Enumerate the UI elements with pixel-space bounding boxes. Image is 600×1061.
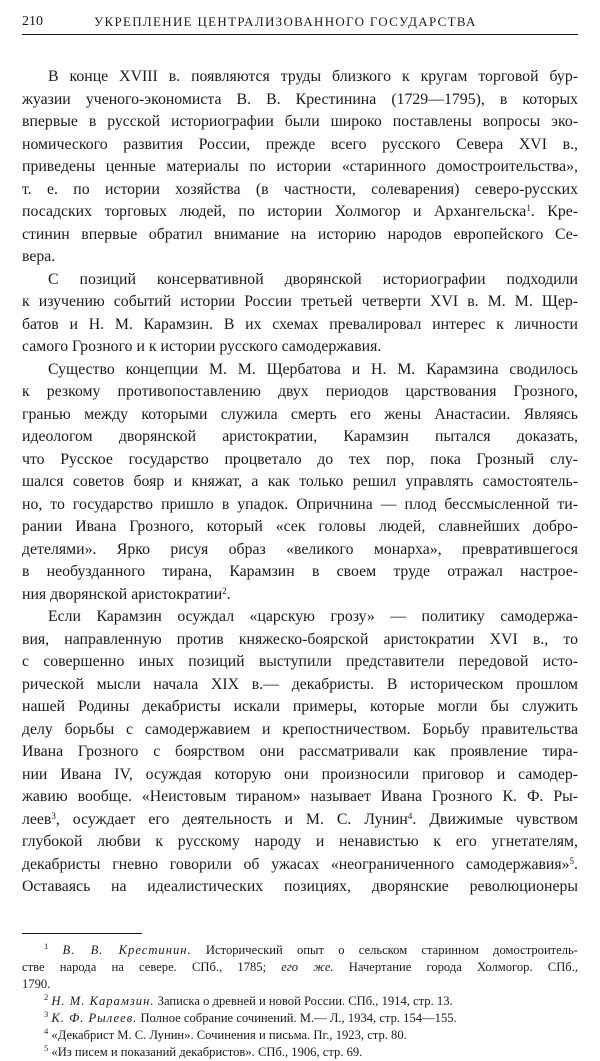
footnote-number: 5 <box>44 1042 49 1053</box>
text-line <box>22 201 578 224</box>
text-line: шался советов бояр и княжат, а как только решил управлять самостоятель- <box>22 473 578 490</box>
text-line: стинин впервые обратил внимание на историю народов европейского Се- <box>22 225 578 243</box>
paragraph-3 <box>22 359 578 607</box>
text-line: жуазии ученого-экономиста В. В. Крестинина (1729—1795), в которых <box>22 90 578 108</box>
text-line: рической мысли начала XIX в.— декабристы. В историческом прошлом <box>22 675 578 693</box>
text-line: глубокой любви к русскому народу и ненавистью к его угнетателям, <box>22 833 578 850</box>
text-line: к резкому противопоставлению двух периодов царствования Грозного, <box>22 383 578 400</box>
footnote-line <box>22 959 578 976</box>
footnote-text: Полное собрание сочинений. М.— Л., 1934, стр. 154—155. <box>137 1010 457 1025</box>
paragraph-2 <box>22 269 578 359</box>
text-line: впервые в русской историографии были широко поставлены вопросы эко- <box>22 113 578 130</box>
text-line: Существо концепции М. М. Щербатова и Н. М. Карамзина сводилось <box>48 360 578 378</box>
footnote-line <box>22 942 578 959</box>
text-line <box>22 809 578 832</box>
text-line: но, то государство пришло в упадок. Опричнина — плод бессмысленной ти- <box>22 495 578 513</box>
text-line: делу борьбы с самодержавием и крепостничеством. Борьбу правительства <box>22 720 578 738</box>
footnote-ref-3[interactable]: 3 <box>51 810 56 821</box>
text-line: Если Карамзин осуждал «царскую грозу» — политику самодержа- <box>48 608 578 625</box>
text-line <box>22 854 578 877</box>
footnote-text: стве народа на севере. СПб., 1785; <box>22 959 267 974</box>
footnote-number: 4 <box>44 1025 49 1036</box>
footnote-text: Записка о древней и новой России. СПб., 1914, стр. 13. <box>154 993 453 1008</box>
footnote-2 <box>22 993 578 1010</box>
footnote-line: 1790. <box>22 976 51 991</box>
footnote-text: Исторический опыт о сельском старинном домостроитель- <box>191 942 578 957</box>
footnote-line <box>22 1027 578 1044</box>
text-segment: посадских торговых людей, по истории Холмогор и Архангельска <box>22 203 527 220</box>
footnote-divider <box>22 933 142 934</box>
text-line: нии Ивана IV, осуждая которую они произносили приговор и самодер- <box>22 765 578 783</box>
footnote-ref-2[interactable]: 2 <box>222 585 227 596</box>
text-segment: . Кре- <box>530 203 579 220</box>
text-line: к изучению событий истории России третьей четверти XVI в. М. М. Щер- <box>22 293 578 310</box>
text-segment: , осуждает его деятельность и М. С. Лунин <box>55 810 408 828</box>
footnote-1 <box>22 942 578 993</box>
paragraph-4 <box>22 606 578 899</box>
footnote-ibid: его же. <box>266 959 334 974</box>
text-line: гранью между которыми служила смерть его жены Анастасии. Являясь <box>22 405 578 423</box>
footnote-ref-4[interactable]: 4 <box>407 810 413 821</box>
footnote-text: Начертание города Холмогор. СПб., <box>333 959 579 974</box>
footnote-number: 3 <box>44 1008 49 1019</box>
text-segment: . <box>574 855 578 873</box>
footnote-4 <box>22 1027 578 1044</box>
footnote-author: Н. М. Карамзин. <box>51 993 155 1008</box>
text-line: рании Ивана Грозного, который «сек головы людей, славнейших добро- <box>22 518 578 535</box>
footnote-author: К. Ф. Рылеев. <box>51 1010 138 1025</box>
text-line: идеологом дворянской аристократии, Карамзин пытался доказать, <box>22 428 578 445</box>
text-segment: ния дворянской аристократии <box>22 585 223 603</box>
text-segment: леев <box>22 810 52 828</box>
text-line: в необузданного тирана, Карамзин в своем труде отражал настрое- <box>22 563 578 580</box>
footnote-number: 2 <box>44 991 49 1002</box>
text-line <box>22 584 578 607</box>
running-title: УКРЕПЛЕНИЕ ЦЕНТРАЛИЗОВАННОГО ГОСУДАРСТВА <box>94 14 477 29</box>
text-line: вия, направленную против княжеско-боярской аристократии XVI в., то <box>22 630 578 648</box>
footnote-author: В. В. Крестинин. <box>62 942 192 957</box>
running-head <box>22 12 578 35</box>
footnote-text: «Из писем и показаний декабристов». СПб., 1906, стр. 69. <box>51 1044 363 1059</box>
footnote-number: 1 <box>44 940 49 951</box>
text-line: Оставаясь на идеалистических позициях, дворянские революционеры <box>22 878 578 895</box>
paragraph-1 <box>22 66 578 269</box>
footnote-ref-1[interactable]: 1 <box>526 203 531 213</box>
text-segment: . Движимые чувством <box>412 810 578 828</box>
text-line: т. е. по истории хозяйства (в частности, солеварения) северо-русских <box>22 180 578 198</box>
footnote-3 <box>22 1010 578 1027</box>
footnote-line <box>22 1044 578 1061</box>
text-line: самого Грозного и к истории русского самодержавия. <box>22 338 382 355</box>
footnote-5 <box>22 1044 578 1061</box>
text-line: номического развития России, прежде всего русского Севера XVI в., <box>22 135 578 153</box>
text-line: детелями». Ярко рисуя образ «великого монарха», превратившегося <box>22 540 578 558</box>
text-line: Ивана Грозного с боярством они рассматривали как проявление тира- <box>22 743 578 760</box>
text-line: что Русское государство процветало до тех пор, пока Грозный слу- <box>22 450 578 468</box>
page-number: 210 <box>22 14 43 29</box>
book-page <box>22 12 578 1061</box>
text-segment: декабристы гневно говорили об ужасах «неограниченного самодержавия» <box>22 855 570 873</box>
text-line: приведены ценные материалы по истории «старинного домостроительства», <box>22 158 578 175</box>
footnote-line <box>22 1010 578 1027</box>
text-line: вера. <box>22 248 56 265</box>
footnotes <box>22 942 578 1061</box>
footnote-ref-5[interactable]: 5 <box>569 855 575 866</box>
footnote-line <box>22 993 578 1010</box>
footnote-text: «Декабрист М. С. Лунин». Сочинения и письма. Пг., 1923, стр. 80. <box>51 1027 407 1042</box>
text-line: с совершенно иных позиций выступили представители передовой исто- <box>22 653 578 670</box>
text-line: С позиций консервативной дворянской историографии подходили <box>48 270 578 288</box>
text-line: В конце XVIII в. появляются труды близкого к кругам торговой бур- <box>48 68 578 85</box>
body-text <box>22 66 578 899</box>
text-line: батов и Н. М. Карамзин. В их схемах превалировал интерес к личности <box>22 315 578 333</box>
text-line: нашей Родины декабристы искали примеры, которые могли бы служить <box>22 698 578 715</box>
text-line: жавию вообще. «Неистовым тираном» называет Ивана Грозного К. Ф. Ры- <box>22 788 578 805</box>
text-segment: . <box>226 585 231 603</box>
